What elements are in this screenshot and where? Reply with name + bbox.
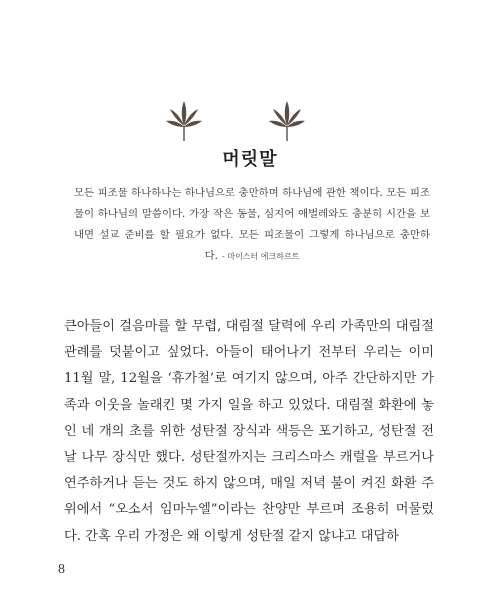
chestnut-leaf-icon: [268, 100, 306, 142]
epigraph-attribution: - 마이스터 에크하르트: [221, 252, 300, 261]
chestnut-leaf-icon: [165, 100, 203, 142]
page-number: 8: [58, 562, 65, 577]
body-paragraph: 큰아들이 걸음마를 할 무렵, 대림절 달력에 우리 가족만의 대림절 관례를 덧붙이고 싶었다. 아들이 태어나기 전부터 우리는 이미 11월 말, 12월을 ‘휴가철’로 여기지 않으며, 아주 간단하지만 가족과 이웃을 놀래킨 몇 가지 일을 하고 있었다. 대림절 화환에 놓인 네 개의 초를 위한 성탄절 장식과 색등은 포기하고, 성탄절 전날 나무 장식만 했다. 성탄절까지는 크리스마스 캐럴을 부르거나 연주하거나 듣는 것도 하지 않으며, 매일 저녁 불이 켜진 화환 주위에서 “오소서 임마누엘”이라는 찬양만 부르며 조용히 머물렀다. 간혹 우리 가정은 왜 이렇게 성탄절 같지 않냐고 대답하: [64, 319, 434, 544]
title-ornaments: [0, 100, 500, 142]
epigraph-quote: [74, 183, 430, 267]
section-title: 머릿말: [222, 149, 278, 170]
epigraph-text: 모든 피조물 하나하나는 하나님으로 충만하며 하나님에 관한 책이다. 모든 피조물이 하나님의 말씀이다. 가장 작은 동물, 심지어 애벌레와도 충분히 시간을 보내면 설교 준비를 할 필요가 없다. 모든 피조물이 그렇게 하나님으로 충만하다.: [74, 187, 430, 262]
